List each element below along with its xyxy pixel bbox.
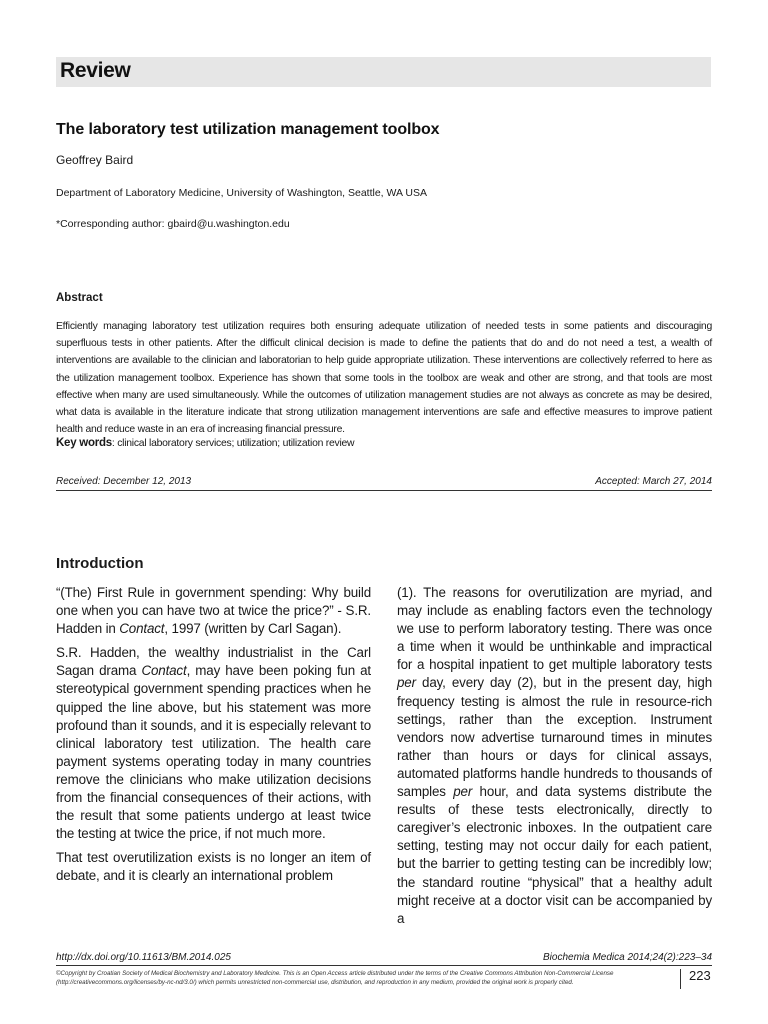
received-date: Received: December 12, 2013 <box>56 476 192 487</box>
author-name: Geoffrey Baird <box>56 153 134 167</box>
body-paragraph: S.R. Hadden, the wealthy industrialist in the Carl Sagan drama Contact, may have been poking fun at stereotypical government spending practices when he quipped the line above, but his statement was more profound than it sounds, and it is especially relevant to clinical laboratory test utilization. The health care payment systems operating today in many countries remove the clinicians who make utilization decisions from the financial consequences of their actions, with the result that some patients undergo at least twice the testing at twice the price, if not much more. <box>56 645 371 842</box>
keywords-label: Key words <box>56 437 112 449</box>
section-banner <box>56 57 711 87</box>
keywords-list: : clinical laboratory services; utilization; utilization review <box>111 438 355 449</box>
section-label: Review <box>60 59 131 82</box>
keywords <box>56 437 712 449</box>
body-paragraph: “(The) First Rule in government spending: Why build one when you can have two at twice the price?” - S.R. Hadden in Contact, 1997 (written by Carl Sagan). <box>56 585 371 637</box>
page-number: 223 <box>689 968 711 983</box>
body-paragraph: That test overutilization exists is no longer an item of debate, and it is clearly an international problem <box>56 850 371 884</box>
header-divider <box>56 490 712 491</box>
copyright-notice: ©Copyright by Croatian Society of Medical Biochemistry and Laboratory Medicine. This is an Open Access article distributed under the terms of the Creative Commons Attribution Non-Commercial License (http://creativecommons.org/licenses/by-nc-nd/3.0/) which permits unrestricted non-commercial use, distribution, and reproduction in any medium, provided the original work is properly cited. <box>56 970 614 986</box>
footer-divider <box>56 965 712 966</box>
abstract-text: Efficiently managing laboratory test utilization requires both ensuring adequate utilization of needed tests in some patients and discouraging superfluous tests in other patients. After the difficult clinical decision is made to define the patients that do and do not need a test, a wealth of interventions are available to the clinician and laboratorian to help guide appropriate utilization. These interventions are collectively referred to here as the utilization management toolbox. Experience has shown that some tools in the toolbox are weak and other are strong, and that tools are most effective when many are used simultaneously. While the outcomes of utilization management studies are not always as concrete as may be desired, what data is available in the literature indicate that strong utilization management interventions are safe and effective measures to improve patient health and reduce waste in an era of increasing financial pressure. <box>56 321 712 436</box>
body-paragraph: (1). The reasons for overutilization are myriad, and may include as enabling factors even the technology we use to perform laboratory testing. There was once a time when it would be unthinkable and impractical for a hospital inpatient to get multiple laboratory tests per day, every day (2), but in the present day, high frequency testing is almost the rule in resource-rich settings, rather than the exception. Instrument vendors now advertise turnaround times in minutes rather than hours or days for clinical assays, automated platforms handle hundreds to thousands of samples per hour, and data systems distribute the results of these tests electronically, directly to caregiver’s electronic inboxes. In the outpatient care setting, testing may not occur daily for each patient, but the barrier to getting testing can be incredibly low; the standard routine “physical” that a healthy adult might receive at a doctor visit can be accompanied by a <box>397 585 712 926</box>
journal-citation: Biochemia Medica 2014;24(2):223–34 <box>543 952 712 963</box>
body-column-left <box>56 584 371 892</box>
article-title: The laboratory test utilization management toolbox <box>56 121 440 138</box>
abstract-heading: Abstract <box>56 292 103 304</box>
accepted-date: Accepted: March 27, 2014 <box>595 476 712 487</box>
corresponding-prefix: *Corresponding author: <box>56 218 168 230</box>
body-column-right <box>397 584 712 928</box>
page-number-divider <box>680 969 681 989</box>
introduction-heading: Introduction <box>56 555 144 572</box>
author-affiliation: Department of Laboratory Medicine, University of Washington, Seattle, WA USA <box>56 187 427 199</box>
corresponding-email-link[interactable]: gbaird@u.washington.edu <box>167 218 290 230</box>
doi-link[interactable]: http://dx.doi.org/10.11613/BM.2014.025 <box>56 952 231 963</box>
corresponding-author <box>56 218 290 230</box>
